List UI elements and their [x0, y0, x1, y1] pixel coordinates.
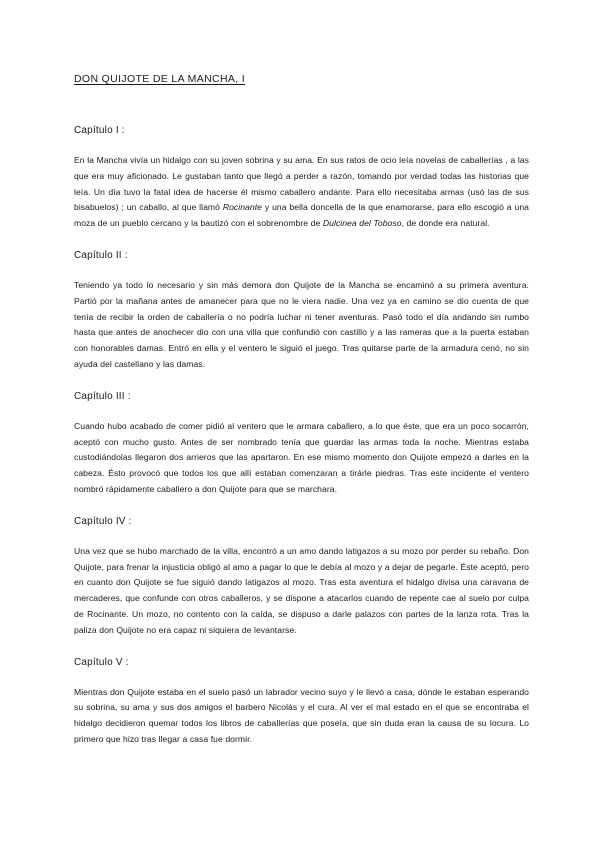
chapter-paragraph — [74, 153, 529, 232]
chapter-heading: Capítulo I : — [74, 125, 125, 136]
chapter-paragraph — [74, 419, 529, 498]
chapter-paragraph — [74, 544, 529, 639]
chapter-heading: Capítulo IV : — [74, 515, 132, 527]
chapter-5 — [74, 654, 529, 748]
chapter-paragraph — [74, 278, 529, 373]
chapter-paragraph — [74, 685, 529, 748]
paragraph-text: En la Mancha vivía un hidalgo con su joven sobrina y su ama. En sus ratos de ocio leía novelas de caballerías , a las que era muy aficionado. Le gustaban tanto que llegó a perder a razón, tomando por verdad todas las historias que leía. Un día tuvo la fatal idea de hacerse él mismo caballero andante. Para ello necesitaba armas (usó las de sus bisabuelos) ; un caballo, al que llamó — [74, 155, 529, 213]
italic-name-rocinante: Rocinante — [222, 202, 262, 213]
chapter-heading: Capítulo II : — [74, 249, 128, 261]
chapter-3 — [74, 388, 529, 498]
chapter-1 — [74, 122, 529, 232]
paragraph-text: Una vez que se hubo marchado de la villa, encontró a un amo dando latigazos a su mozo por perder su rebaño. Don Quijote, para frenar la injusticia obligó al amo a pagar lo que le debía al mozo y a dejar de pegarle. Éste aceptó, pero en cuanto don Quijote se fue siguió dando latigazos al mozo. Tras esta aventura el hidalgo divisa una caravana de mercaderes, que confunde con otros caballeros, y se dispone a atacarlos cuando de repente cae al suelo por culpa de Rocinante. Un mozo, no contento con la caída, se dispuso a darle palazos con partes de la lanza rota. Tras la paliza don Quijote no era capaz ni siquiera de levantarse. — [74, 545, 529, 635]
chapter-heading: Capítulo V : — [74, 656, 129, 668]
chapter-list — [74, 122, 529, 763]
paragraph-text: y una bella doncella de la que enamorarse, para ello escogió a una moza de un pueblo cercano y la bautizó con el sobrenombre de — [74, 202, 529, 229]
paragraph-text: , de donde era natural. — [401, 218, 490, 229]
chapter-heading: Capítulo III : — [74, 390, 131, 402]
chapter-4 — [74, 513, 529, 639]
paragraph-text: Mientras don Quijote estaba en el suelo pasó un labrador vecino suyo y le llevó a casa, dónde le estaban esperando su sobrina, su ama y sus dos amigos el barbero Nicolás y el cura. Al ver el mal estado en el que se encontraba el hidalgo decidieron quemar todos los libros de caballerías que poseía, que sin duda eran la causa de su locura. Lo primero que hizo tras llegar a casa fue dormir. — [74, 686, 529, 744]
paragraph-text: Cuando hubo acabado de comer pidió al ventero que le armara caballero, a lo que éste, que era un poco socarrón, aceptó con mucho gusto. Antes de ser nombrado tenía que guardar las armas toda la noche. Mientras estaba custodiándolas llegaron dos arrieros que las apartaron. En ese mismo momento don Quijote empezó a darles en la cabeza. Ésto provocó que todos los que allí estaban comenzaran a tirárle piedras. Tras este incidente el ventero nombró rápidamente caballero a don Quijote para que se marchara. — [74, 420, 529, 494]
chapter-2 — [74, 247, 529, 373]
italic-name-dulcinea: Dulcinea del Toboso — [322, 218, 402, 229]
document-title: DON QUIJOTE DE LA MANCHA, I — [74, 73, 246, 85]
paragraph-text: Teniendo ya todo lo necesario y sin más demora don Quijote de la Mancha se encaminó a su primera aventura. Partió por la mañana antes de amanecer para que no le viera nadie. Una vez ya en camino se dio cuenta de que tenía de recibir la orden de caballería o no podría luchar ni tener aventuras. Pasó todo el día andando sin rumbo hasta que antes de anochecer dio con una villa que confundió con castillo y a las rameras que a la puerta estaban con honorables damas. Entró en ella y el ventero le siguió el juego. Tras quitarse parte de la armadura cenó, no sin ayuda del castellano y las damas. — [74, 279, 529, 369]
